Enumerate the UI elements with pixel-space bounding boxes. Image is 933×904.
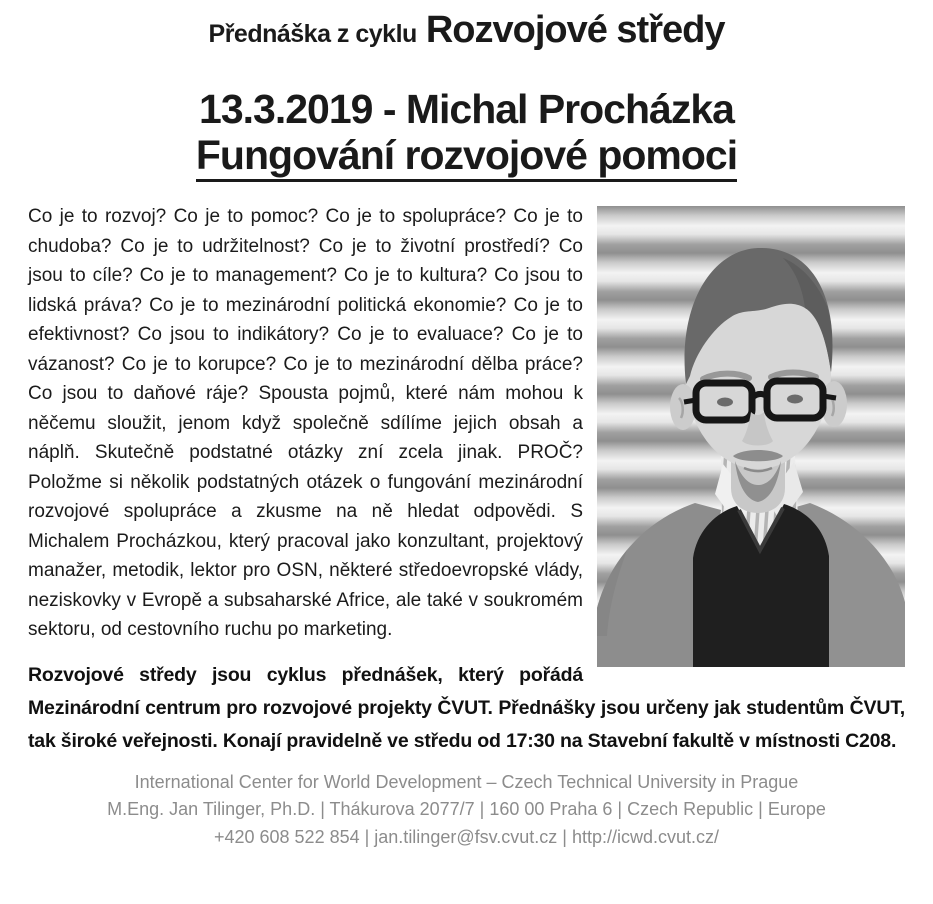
series-info-paragraph: Rozvojové středy jsou cyklus přednášek, který pořádá Mezinárodní centrum pro rozvojové projekty ČVUT. Přednášky jsou určeny jak studentům ČVUT, tak široké veřejnosti. Konají pravidelně ve středu od 17:30 na Stavební fakultě v místnosti C208. [28,663,905,752]
speaker-photo [597,206,905,667]
flyer-body [0,202,933,758]
footer-organization: International Center for World Development – Czech Technical University in Prague [134,771,799,792]
speaker-portrait-graphic [597,206,905,667]
series-title: Rozvojové středy [425,9,725,51]
footer-contact-address: M.Eng. Jan Tilinger, Ph.D. | Thákurova 2077/7 | 160 00 Praha 6 | Czech Republic | Europe [107,799,826,819]
intro-paragraph: Co je to rozvoj? Co je to pomoc? Co je to spolupráce? Co je to chudoba? Co je to udržitelnost? Co je to životní prostředí? Co jsou to cíle? Co je to management? Co je to kultura? Co jsou to lidská práva? Co je to mezinárodní politická ekonomie? Co je to efektivnost? Co jsou to indikátory? Co je to evaluace? Co je to vázanost? Co je to korupce? Co je to mezinárodní dělba práce? Co jsou to daňové ráje? Spousta pojmů, které nám mohou k něčemu sloužit, jenom když společně sdílíme jejich obsah a náplň. Skutečně podstatné otázky zní zcela jinak. PROČ? Položme si několik podstatných otázek o fungování mezinárodní rozvojové spolupráce a zkusme na ně hledat odpovědi. S Michalem Procházkou, který pracoval jako konzultant, projektový manažer, metodik, lektor pro OSN, některé středoevropské vlády, neziskovky v Evropě a subsaharské Africe, ale také v soukromém sektoru, od cestovního ruchu po marketing. [28,206,583,640]
flyer-footer [0,769,933,852]
lecture-title-text: Fungování rozvojové pomoci [196,132,737,182]
flyer-header [0,0,933,182]
lecture-title [0,132,933,182]
event-title: 13.3.2019 - Michal Procházka [199,86,734,132]
series-prefix: Přednáška z cyklu [208,20,417,48]
footer-phone-email-web: +420 608 522 854 | jan.tilinger@fsv.cvut.cz | http://icwd.cvut.cz/ [213,826,720,847]
eye-left [717,398,733,407]
series-line [0,6,933,62]
eye-right [787,395,803,404]
